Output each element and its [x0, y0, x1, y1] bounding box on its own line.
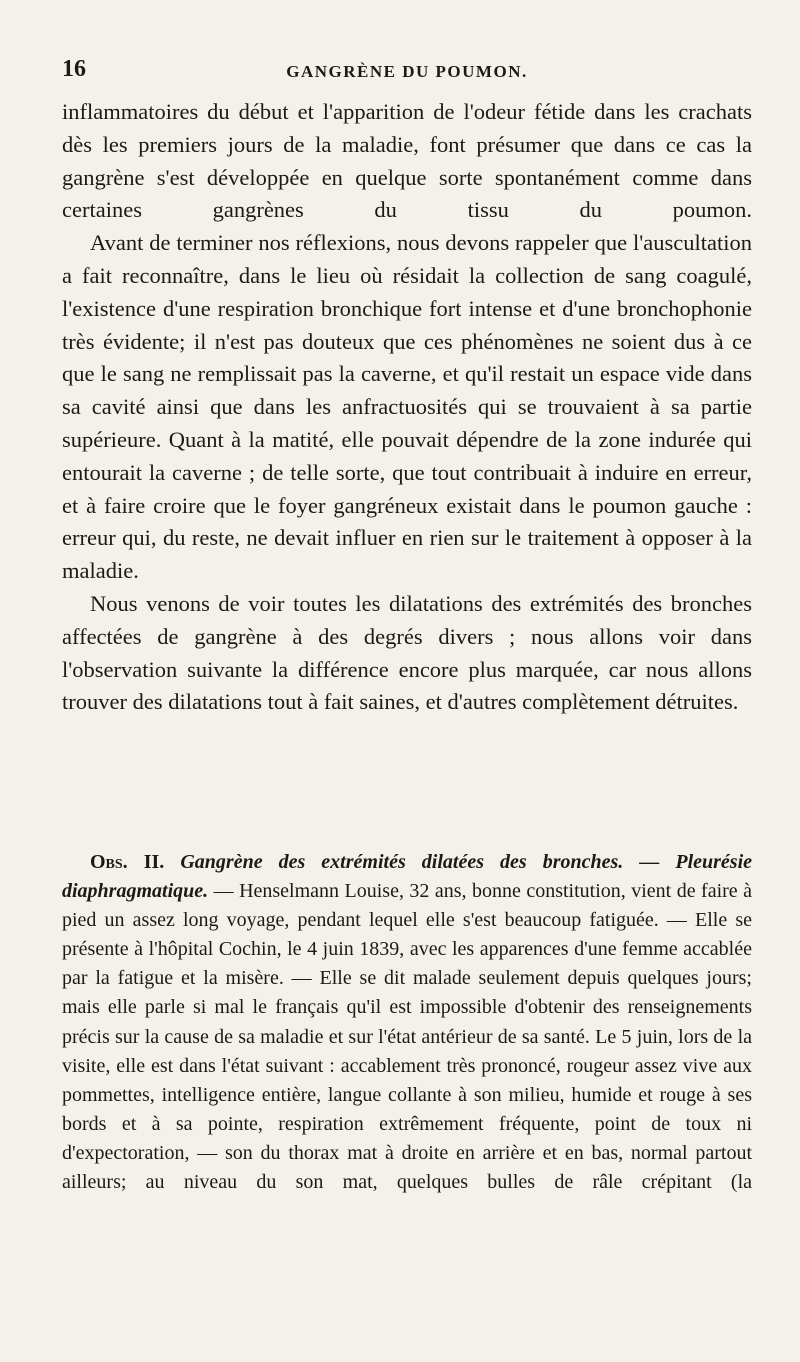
paragraph-auscultation: Avant de terminer nos réflexions, nous devons rappeler que l'auscultation a fait reconnaître, dans le lieu où résidait la collection de sang coagulé, l'existence d'une respiration bronchique fort intense et d'une bronchophonie très évidente; il n'est pas douteux que ces phénomènes ne soient dus à ce que le sang ne remplissait pas la caverne, et qu'il restait un espace vide dans sa cavité ainsi que dans les anfractuosités qui se trouvaient à sa partie supérieure. Quant à la matité, elle pouvait dépendre de la zone indurée qui entourait la caverne ; de telle sorte, que tout contribuait à induire en erreur, et à faire croire que le foyer gangréneux existait dans le poumon gauche : erreur qui, du reste, ne devait influer en rien sur le traitement à opposer à la maladie. — [62, 230, 752, 584]
paragraph-dilatations: Nous venons de voir toutes les dilatations des extrémités des bronches affectées de gangrène à des degrés divers ; nous allons voir dans l'observation suivante la différence encore plus marquée, car nous allons trouver des dilatations tout à fait saines, et d'autres complètement détruites. — [62, 590, 752, 715]
running-title: GANGRÈNE DU POUMON. — [286, 62, 528, 81]
page-header — [62, 56, 752, 90]
observation-title: Gangrène des extrémités dilatées des bronches. — Pleurésie diaphragmatique. — [62, 851, 753, 903]
observation-paragraph — [62, 848, 752, 1197]
observation-text: — Henselmann Louise, 32 ans, bonne constitution, vient de faire à pied un assez long voyage, pendant lequel elle s'est beaucoup fatiguée. — Elle se présente à l'hôpital Cochin, le 4 juin 1839, avec les apparences d'une femme accablée par la fatigue et la misère. — Elle se dit malade seulement depuis quelques jours; mais elle parle si mal le français qu'il est impossible d'obtenir des renseignements précis sur la cause de sa maladie et sur l'état antérieur de sa santé. Le 5 juin, lors de la visite, elle est dans l'état suivant : accablement très prononcé, rougeur assez vive aux pommettes, intelligence entière, langue collante à son milieu, humide et rouge à ses bords et à sa pointe, respiration extrêmement fréquente, point de toux ni d'expectoration, — son du thorax mat à droite en arrière et en bas, normal partout ailleurs; au niveau du son mat, quelques bulles de râle crépitant (la — [62, 880, 752, 1194]
body-text — [62, 96, 752, 719]
page-number: 16 — [62, 56, 86, 82]
paragraph-continuation: inflammatoires du début et l'apparition de l'odeur fétide dans les crachats dès les premiers jours de la maladie, font présumer que dans ce cas la gangrène s'est développée en quelque sorte spontanément comme dans certaines gangrènes du tissu du poumon. — [62, 99, 752, 223]
observation-label: Obs. II. — [90, 851, 165, 873]
